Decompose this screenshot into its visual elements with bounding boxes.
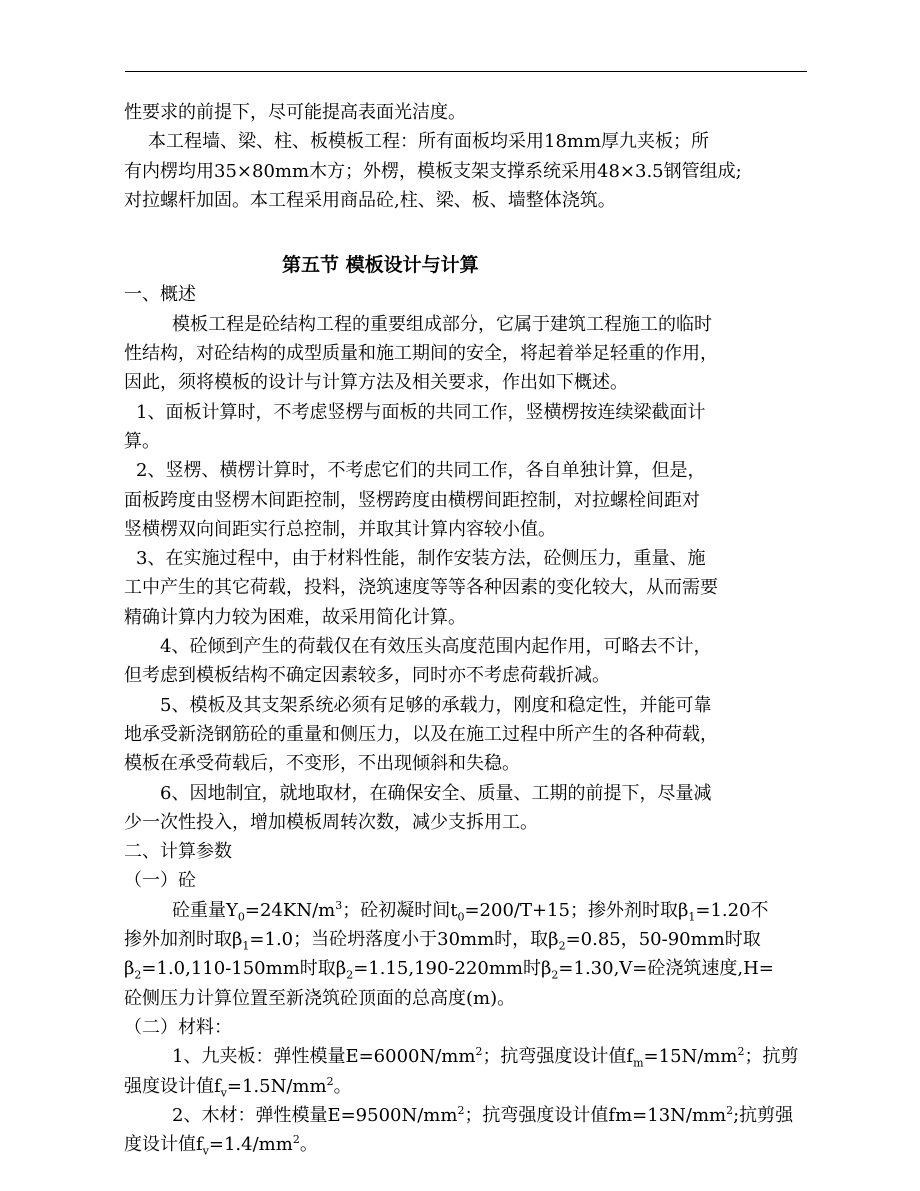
text-line: 算。 — [124, 430, 160, 452]
document-body — [124, 98, 810, 1159]
text-line: 竖横楞双向间距实行总控制，并取其计算内容较小值。 — [124, 518, 556, 540]
text-line: 度设计值$f_v=1.4/mm^2$。 — [124, 1133, 318, 1158]
header-rule — [125, 71, 807, 72]
text-line: 强度设计值$f_v=1.5N/mm^2$。 — [124, 1074, 352, 1100]
text-line: 对拉螺杆加固。本工程采用商品砼,柱、梁、板、墙整体浇筑。 — [124, 189, 616, 211]
text-line: 地承受新浇钢筋砼的重量和侧压力，以及在施工过程中所产生的各种荷载， — [124, 723, 718, 745]
text-line: $\beta_2=1.0,110-150mm$时取$\beta_2=1.15,190-220mm$时$\beta_2=1.30,V=$砼浇筑速度,H= — [124, 958, 774, 982]
text-line: 掺外加剂时取$\beta_1=1.0$；当砼坍落度小于30mm时，取$\beta_2=0.85$，50-90mm时取 — [124, 929, 761, 953]
subheading-concrete: （一）砼 — [124, 870, 196, 892]
text-line: 2、竖楞、横楞计算时，不考虑它们的共同工作，各自单独计算，但是， — [136, 460, 706, 482]
text-line: 精确计算内力较为困难，故采用简化计算。 — [124, 606, 466, 628]
text-line: 砼侧压力计算位置至新浇筑砼顶面的总高度(m)。 — [124, 987, 516, 1009]
text-line: 性要求的前提下，尽可能提高表面光洁度。 — [124, 102, 466, 123]
text-line: 5、模板及其支架系统必须有足够的承载力，刚度和稳定性，并能可靠 — [160, 694, 712, 716]
text-line: 面板跨度由竖楞木间距控制，竖楞跨度由横楞间距控制，对拉螺栓间距对 — [124, 489, 700, 511]
text-line: 性结构，对砼结构的成型质量和施工期间的安全，将起着举足轻重的作用， — [124, 343, 718, 365]
heading-parameters: 二、计算参数 — [124, 841, 232, 863]
text-line: 模板工程是砼结构工程的重要组成部分，它属于建筑工程施工的临时 — [172, 313, 712, 335]
text-line: 6、因地制宜，就地取材，在确保安全、质量、工期的前提下，尽量减 — [160, 782, 712, 804]
section-title: 第五节 模板设计与计算 — [282, 254, 479, 277]
text-line: 模板在承受荷载后，不变形，不出现倾斜和失稳。 — [124, 753, 520, 775]
text-line: 1、九夹板：弹性模量$E=6000N/mm^2$；抗弯强度设计值$f_m=15N/mm^2$；抗剪 — [172, 1045, 799, 1070]
text-line: 本工程墙、梁、柱、板模板工程：所有面板均采用18mm厚九夹板；所 — [148, 131, 710, 153]
text-line: 工中产生的其它荷载，投料，浇筑速度等等各种因素的变化较大，从而需要 — [124, 577, 718, 599]
text-line: 3、在实施过程中，由于材料性能，制作安装方法，砼侧压力，重量、施 — [136, 548, 706, 570]
text-line: 砼重量$\Upsilon_0=24KN/m^3$；砼初凝时间$t_0=200/T+15$；掺外剂时取$\beta_1=1.20$不 — [172, 898, 769, 924]
text-line: 1、面板计算时，不考虑竖楞与面板的共同工作，竖横楞按连续梁截面计 — [136, 401, 706, 423]
text-line: 2、木材：弹性模量$E=9500N/mm^2$；抗弯强度设计值$fm=13N/mm^2$;抗剪强 — [172, 1103, 794, 1126]
text-line: 少一次性投入，增加模板周转次数，减少支拆用工。 — [124, 811, 538, 833]
text-line: 但考虑到模板结构不确定因素较多，同时亦不考虑荷载折减。 — [124, 665, 610, 687]
heading-overview: 一、概述 — [124, 284, 196, 306]
subheading-materials: （二）材料： — [124, 1016, 232, 1038]
text-line: 有内楞均用35×80mm木方；外楞，模板支架支撑系统采用48×3.5钢管组成; — [124, 160, 742, 182]
text-line: 因此，须将模板的设计与计算方法及相关要求，作出如下概述。 — [124, 372, 628, 394]
text-line: 4、砼倾到产生的荷载仅在有效压头高度范围内起作用，可略去不计， — [160, 636, 712, 658]
